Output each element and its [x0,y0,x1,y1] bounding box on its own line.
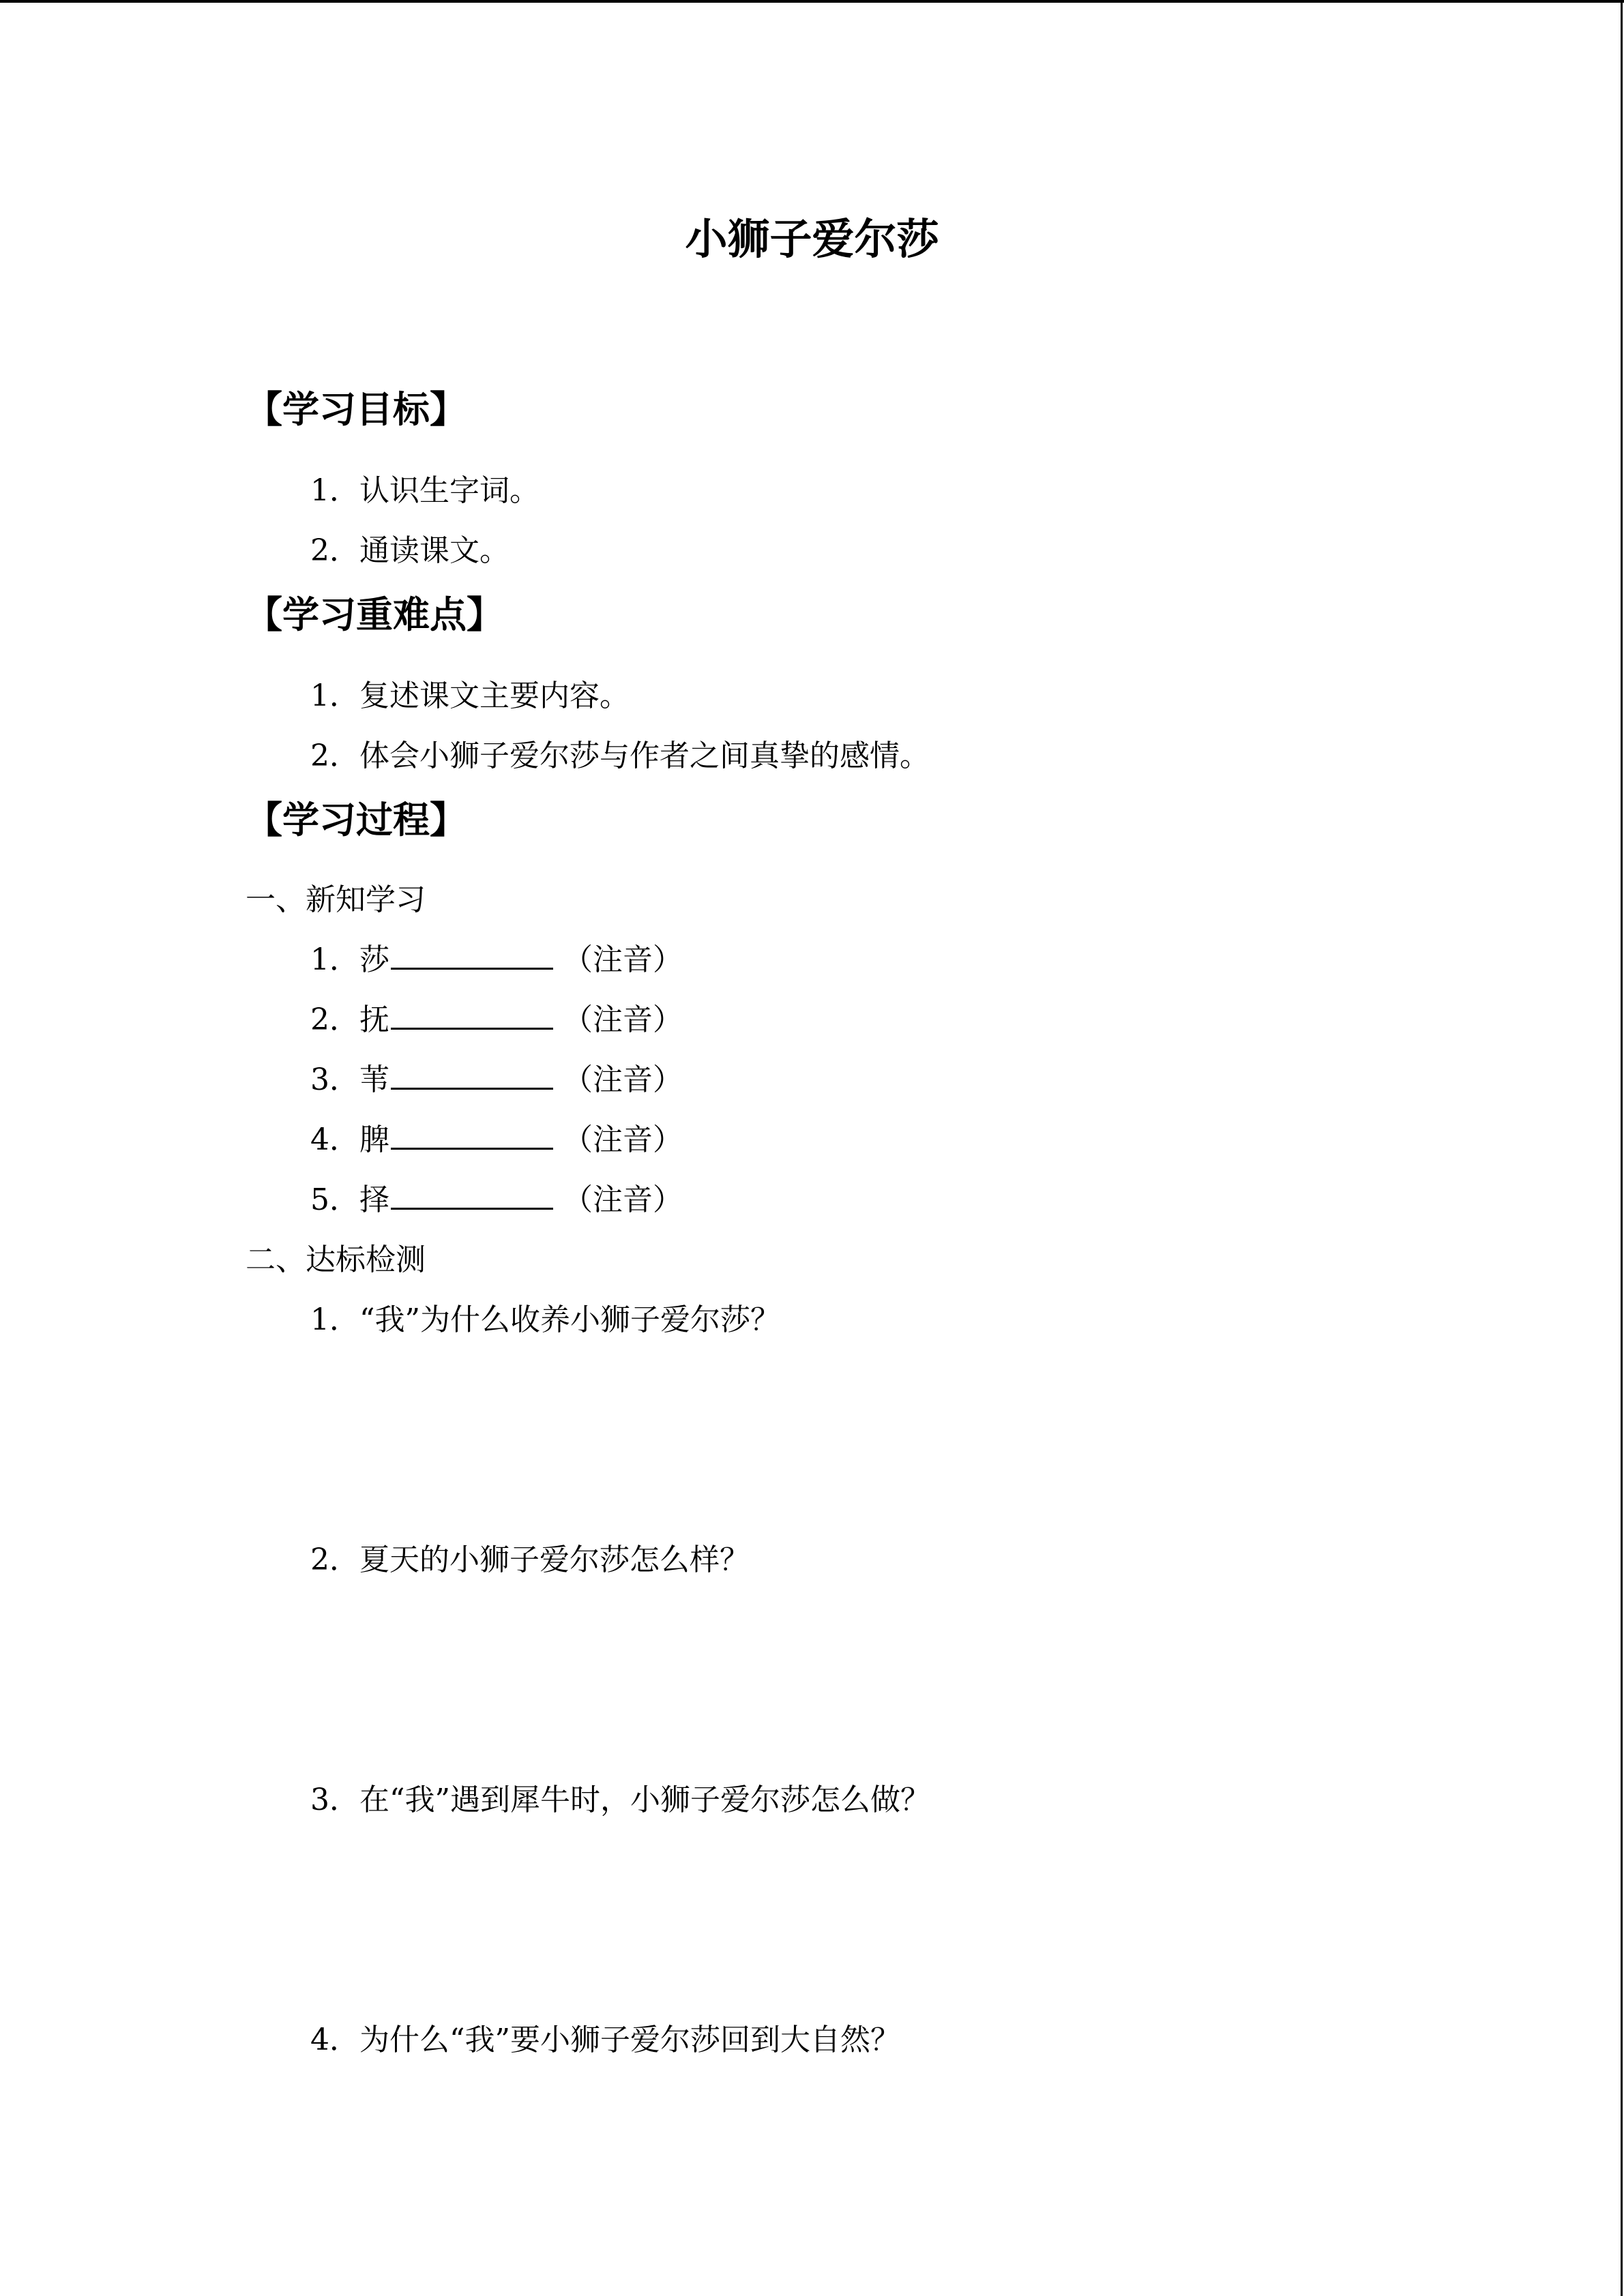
objective-item: 1．认识生字词。 [310,473,540,508]
phonetic-hint: （注音） [563,942,683,977]
answer-blank[interactable] [391,1060,553,1090]
phonetic-char: 4．脾 [310,1122,389,1157]
top-border [0,0,1624,3]
question-item: 2．夏天的小狮子爱尔莎怎么样？ [310,1542,750,1577]
objectives-heading: 【学习目标】 [246,387,467,431]
answer-blank[interactable] [391,1000,553,1030]
part1-title: 一、新知学习 [246,882,426,917]
question-item: 1．“我”为什么收养小狮子爱尔莎？ [310,1302,780,1337]
process-heading: 【学习过程】 [246,798,467,841]
key-point-item: 2．体会小狮子爱尔莎与作者之间真挚的感情。 [310,739,930,773]
phonetic-hint: （注音） [563,1182,683,1217]
phonetic-char: 3．苇 [310,1062,389,1097]
key-point-item: 1．复述课文主要内容。 [310,679,630,713]
answer-blank[interactable] [391,940,553,970]
question-item: 3．在“我”遇到犀牛时，小狮子爱尔莎怎么做？ [310,1783,930,1817]
phonetic-hint: （注音） [563,1062,683,1097]
phonetic-item [310,1180,683,1221]
answer-blank[interactable] [391,1120,553,1150]
phonetic-char: 5．择 [310,1182,389,1217]
phonetic-item [310,940,683,981]
phonetic-char: 2．抚 [310,1002,389,1037]
phonetic-hint: （注音） [563,1002,683,1037]
phonetic-item [310,1000,683,1041]
right-border [1621,0,1623,2296]
phonetic-item [310,1060,683,1101]
page-title: 小狮子爱尔莎 [685,214,939,264]
part2-title: 二、达标检测 [246,1242,426,1277]
question-item: 4．为什么“我”要小狮子爱尔莎回到大自然？ [310,2023,900,2057]
objective-item: 2．通读课文。 [310,533,510,568]
phonetic-hint: （注音） [563,1122,683,1157]
phonetic-item [310,1120,683,1161]
answer-blank[interactable] [391,1180,553,1210]
phonetic-char: 1．莎 [310,942,389,977]
key-points-heading: 【学习重难点】 [246,593,503,636]
